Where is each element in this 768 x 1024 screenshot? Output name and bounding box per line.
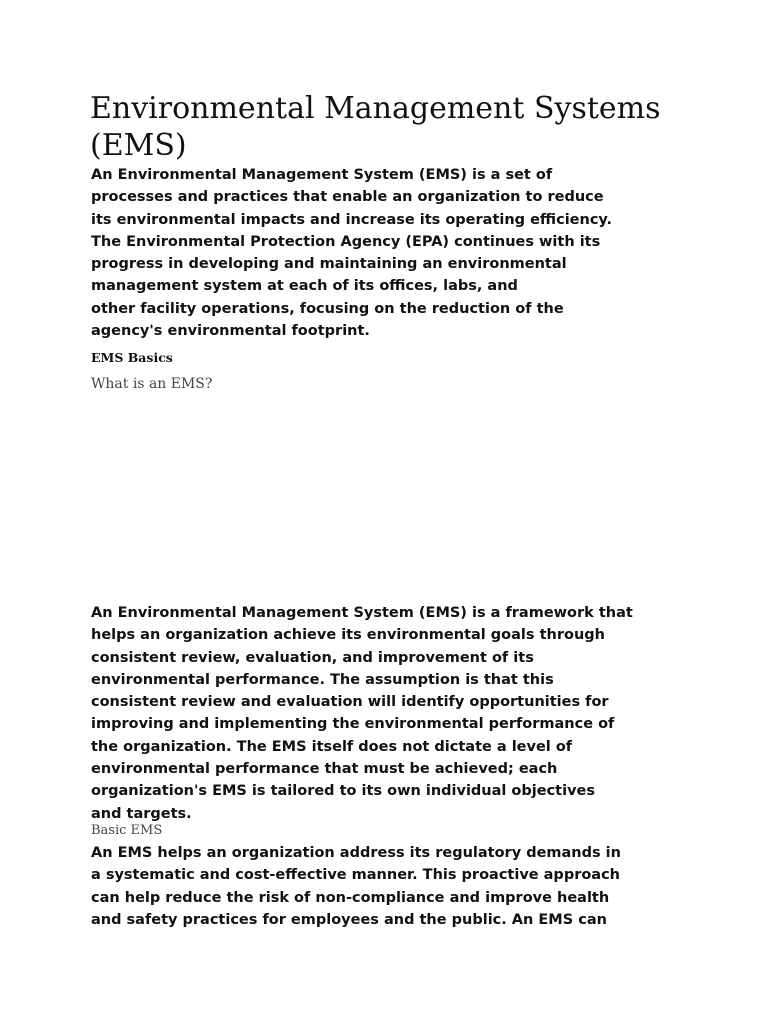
text-line: can help reduce the risk of non-compliance and improve health xyxy=(91,889,610,906)
figure-caption: Basic EMS xyxy=(91,823,163,838)
page-title: Environmental Management Systems (EMS) xyxy=(90,91,661,163)
text-line: An Environmental Management System (EMS) is a framework that xyxy=(91,605,633,621)
text-line: An EMS helps an organization address its regulatory demands in xyxy=(91,845,621,861)
text-line: helps an organization achieve its environmental goals through xyxy=(91,627,605,644)
text-line: a systematic and cost-effective manner. This proactive approach xyxy=(91,867,621,884)
benefits-paragraph xyxy=(91,842,621,931)
text-line: and safety practices for employees and the public. An EMS can xyxy=(91,911,607,928)
text-line: other facility operations, focusing on the reduction of the xyxy=(91,300,564,317)
text-line: An Environmental Management System (EMS) is a set of xyxy=(91,167,553,183)
text-line: improving and implementing the environmental performance of xyxy=(91,716,615,733)
text-line: environmental performance. The assumption is that this xyxy=(91,671,554,688)
text-line: processes and practices that enable an organization to reduce xyxy=(91,189,604,206)
text-line: its environmental impacts and increase its operating efficiency. xyxy=(91,211,613,228)
question-heading: What is an EMS? xyxy=(91,376,213,392)
text-line: organization's EMS is tailored to its own individual objectives xyxy=(91,783,595,800)
text-line: progress in developing and maintaining an environmental xyxy=(91,256,567,273)
text-line: and targets. xyxy=(91,805,192,822)
intro-paragraph xyxy=(91,164,612,342)
section-heading: EMS Basics xyxy=(91,350,173,365)
text-line: The Environmental Protection Agency (EPA) continues with its xyxy=(91,233,601,250)
text-line: consistent review, evaluation, and improvement of its xyxy=(91,649,534,666)
text-line: management system at each of its offices, labs, and xyxy=(91,278,518,295)
framework-paragraph xyxy=(91,602,633,825)
text-line: consistent review and evaluation will identify opportunities for xyxy=(91,694,609,711)
text-line: agency's environmental footprint. xyxy=(91,323,370,340)
text-line: environmental performance that must be achieved; each xyxy=(91,761,558,778)
text-line: the organization. The EMS itself does not dictate a level of xyxy=(91,738,573,755)
